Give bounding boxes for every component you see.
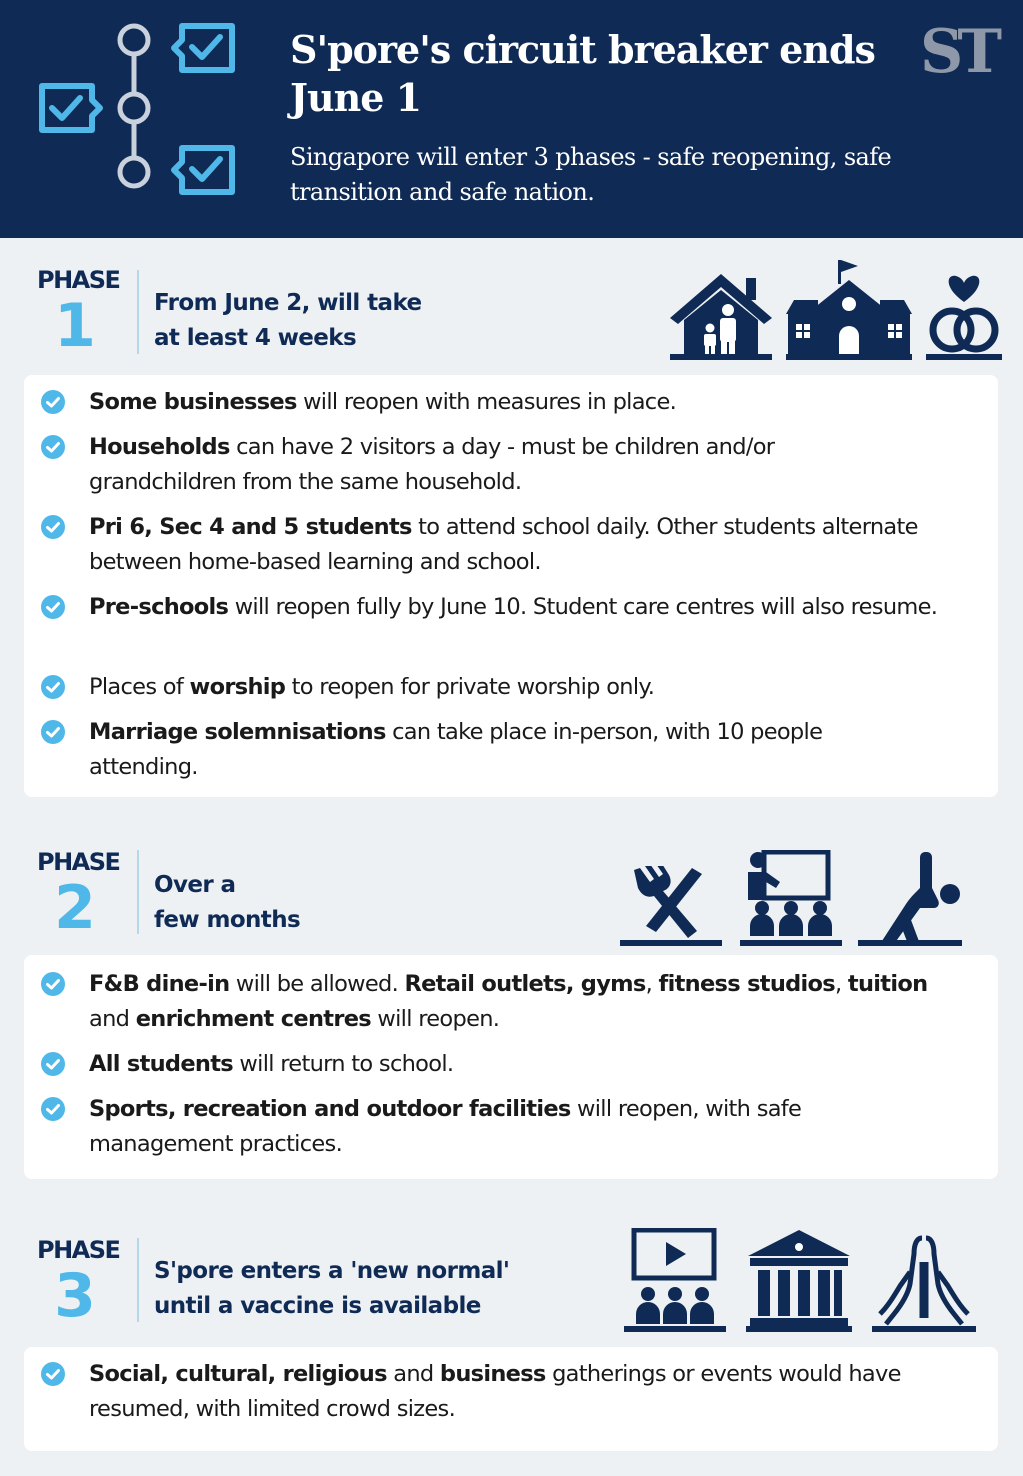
wedding-rings-icon	[926, 274, 1002, 360]
header-banner	[0, 0, 1023, 238]
phase-number: 2	[54, 873, 96, 943]
bullet-text: All students will return to school.	[89, 1051, 454, 1077]
bullet-text: Sports, recreation and outdoor facilities will reopen, with safe management practices.	[89, 1096, 802, 1157]
phase-1-card	[24, 375, 998, 797]
praying-hands-icon	[872, 1232, 976, 1334]
phase-description-line: S'pore enters a 'new normal'	[154, 1258, 510, 1284]
phase-label: PHASE	[37, 848, 120, 876]
family-home-icon	[670, 272, 772, 362]
phase-label: PHASE	[37, 1236, 120, 1264]
phase-2-card	[24, 955, 998, 1179]
phase-description-line: until a vaccine is available	[154, 1293, 481, 1319]
bullet-text: Social, cultural, religious and business gatherings or events would have resumed, with limited crowd sizes.	[89, 1361, 901, 1422]
phase-label: PHASE	[37, 266, 120, 294]
phase-number: 3	[54, 1261, 96, 1331]
page-title: S'pore's circuit breaker ends June 1	[290, 27, 875, 120]
bullet-text: Some businesses will reopen with measures in place.	[89, 389, 677, 415]
bullet-text: Places of worship to reopen for private worship only.	[89, 674, 655, 700]
phase-divider	[137, 270, 139, 354]
check-circle-icon	[41, 1362, 65, 1386]
exercise-icon	[858, 852, 962, 950]
check-circle-icon	[41, 595, 65, 619]
check-circle-icon	[41, 1052, 65, 1076]
phase-2-section	[0, 842, 1023, 952]
phase-3-section	[0, 1228, 1023, 1338]
check-circle-icon	[41, 1097, 65, 1121]
bullet-text: F&B dine-in will be allowed. Retail outlets, gyms, fitness studios, tuition and enrichment centres will reopen.	[89, 971, 928, 1032]
check-circle-icon	[41, 675, 65, 699]
check-circle-icon	[41, 390, 65, 414]
school-icon	[786, 260, 912, 362]
phase-number: 1	[54, 291, 96, 361]
phase-description-line: few months	[154, 907, 301, 933]
phase-description-line: From June 2, will take	[154, 290, 422, 316]
check-circle-icon	[41, 435, 65, 459]
fork-knife-icon	[620, 866, 722, 948]
museum-icon	[746, 1228, 852, 1336]
bullet-text: Marriage solemnisations can take place in-person, with 10 people attending.	[89, 719, 823, 780]
check-circle-icon	[41, 720, 65, 744]
phase-divider	[137, 1238, 139, 1322]
phase-description	[154, 1254, 584, 1324]
phase-3-card	[24, 1347, 998, 1451]
bullet-text: Households can have 2 visitors a day - must be children and/or grandchildren from the same household.	[89, 434, 775, 495]
phase-divider	[137, 850, 139, 934]
checklist-flow-icon	[34, 20, 244, 200]
classroom-icon	[740, 850, 842, 950]
bullet-text: Pre-schools will reopen fully by June 10. Student care centres will also resume.	[89, 594, 938, 620]
bullet-text: Pri 6, Sec 4 and 5 students to attend school daily. Other students alternate between home-based learning and school.	[89, 514, 918, 575]
check-circle-icon	[41, 515, 65, 539]
phase-description-line: Over a	[154, 872, 236, 898]
phase-description-line: at least 4 weeks	[154, 325, 357, 351]
page-subtitle: Singapore will enter 3 phases - safe reopening, safe transition and safe nation.	[290, 143, 892, 206]
st-logo: ST	[920, 17, 996, 87]
check-circle-icon	[41, 972, 65, 996]
phase-description	[154, 286, 584, 356]
phase-description	[154, 868, 584, 938]
cinema-icon	[624, 1228, 726, 1336]
